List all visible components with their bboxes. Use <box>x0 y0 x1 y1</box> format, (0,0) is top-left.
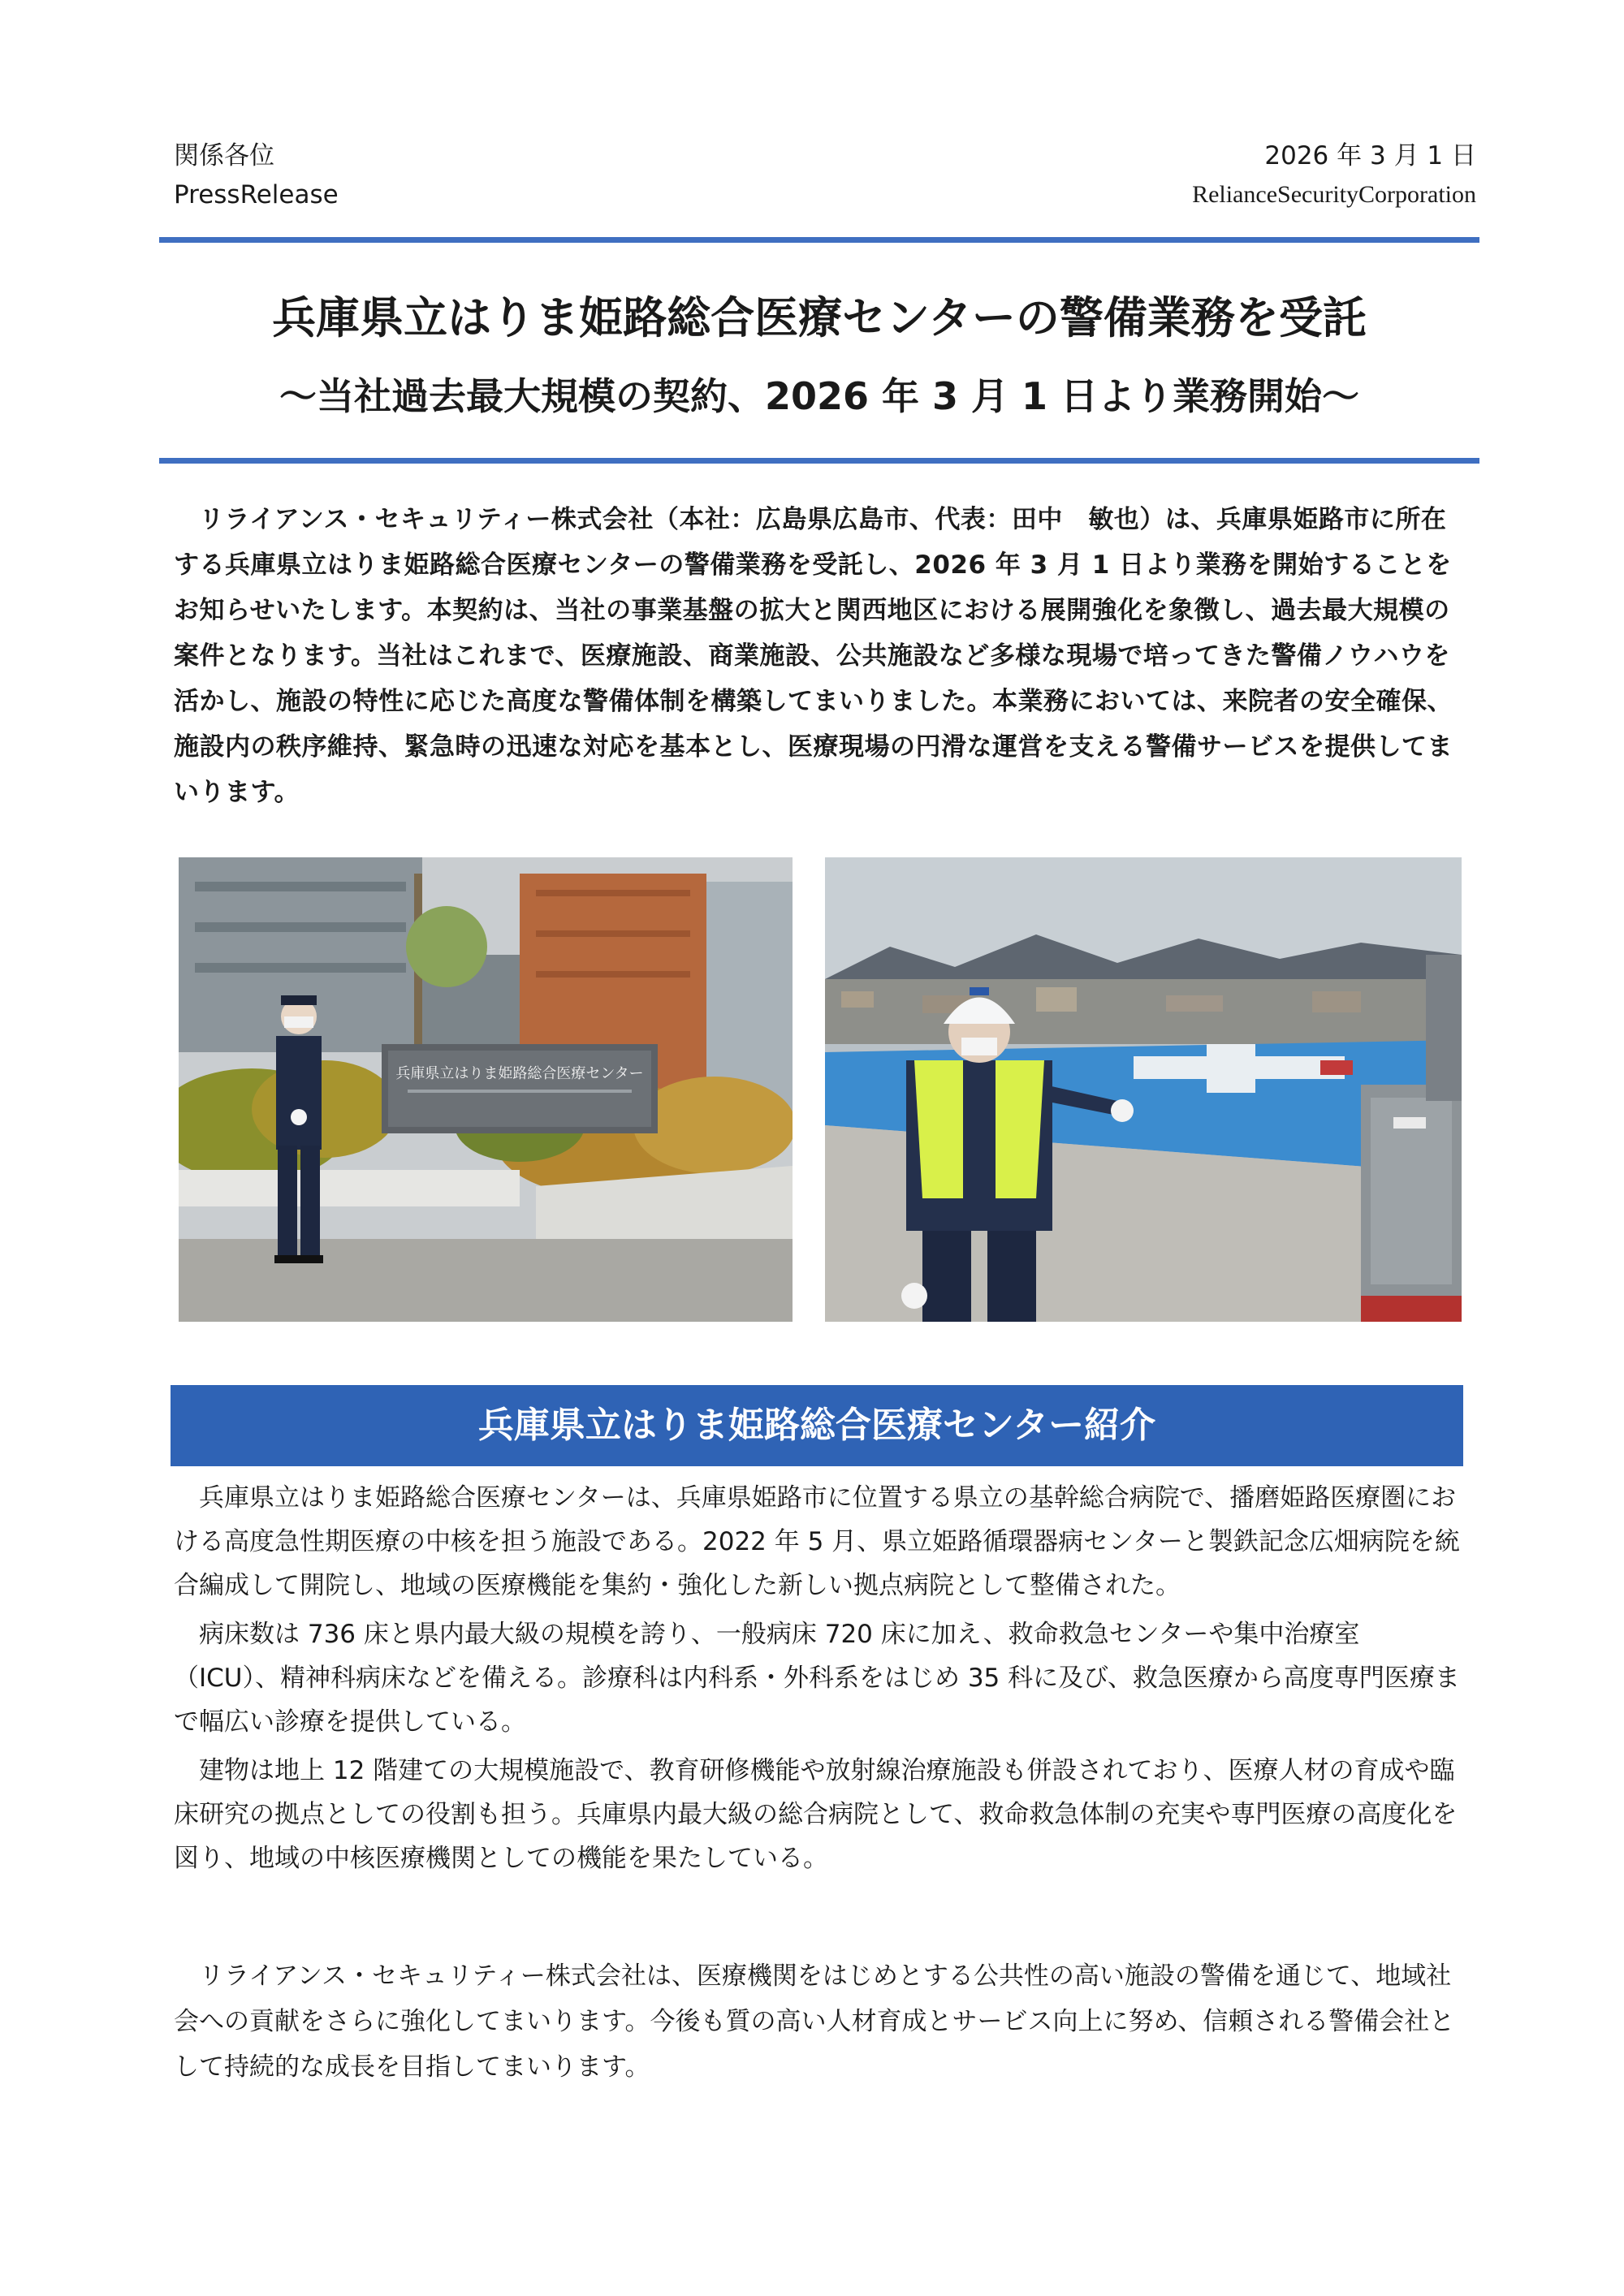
photo-helipad-guard <box>825 857 1462 1322</box>
company-name: RelianceSecurityCorporation <box>1192 181 1476 208</box>
closing-paragraph: リライアンス・セキュリティー株式会社は、医療機関をはじめとする公共性の高い施設の警備を通じて、地域社会への貢献をさらに強化してまいります。今後も質の高い人材育成とサービス向上に努め、信頼される警備会社として持続的な成長を目指してまいります。 <box>174 1962 1455 2082</box>
recipient-label: 関係各位 <box>174 141 274 170</box>
header-right <box>1192 136 1476 214</box>
doc-type-label: PressRelease <box>174 180 339 209</box>
header-left <box>174 136 339 214</box>
hospital-intro <box>174 1476 1465 1880</box>
hospital-entrance-image <box>179 857 793 1322</box>
intro-paragraph: 兵庫県立はりま姫路総合医療センターは、兵庫県姫路市に位置する県立の基幹総合病院で、播磨姫路医療圏における高度急性期医療の中核を担う施設である。2022 年 5 月、県立姫路循環器病センターと製鉄記念広畑病院を統合編成して開院し、地域の医療機能を集約・強化した新しい拠点病院として整備された。 <box>174 1483 1460 1600</box>
top-divider <box>159 237 1479 243</box>
page-title: 兵庫県立はりま姫路総合医療センターの警備業務を受託 <box>272 292 1367 343</box>
page-subtitle: ～当社過去最大規模の契約、2026 年 3 月 1 日より業務開始～ <box>279 374 1360 418</box>
helipad-guard-image <box>825 857 1462 1322</box>
title-divider <box>159 458 1479 464</box>
photo-hospital-entrance <box>179 857 793 1322</box>
hospital-sign-text: 兵庫県立はりま姫路総合医療センター <box>395 1065 644 1082</box>
release-date: 2026 年 3 月 1 日 <box>1264 141 1476 170</box>
lead-paragraph: リライアンス・セキュリティー株式会社（本社：広島県広島市、代表：田中 敏也）は、兵庫県姫路市に所在する兵庫県立はりま姫路総合医療センターの警備業務を受託し、2026 年 3 月 1 日より業務を開始することをお知らせいたします。本契約は、当社の事業基盤の拡大と関西地区における展開強化を象徴し、過去最大規模の案件となります。当社はこれまで、医療施設、商業施設、公共施設など多様な現場で培ってきた警備ノウハウを活かし、施設の特性に応じた高度な警備体制を構築してまいりました。本業務においては、来院者の安全確保、施設内の秩序維持、緊急時の迅速な対応を基本とし、医療現場の円滑な運営を支える警備サービスを提供してまいります。 <box>174 505 1453 807</box>
intro-paragraph: 病床数は 736 床と県内最大級の規模を誇り、一般病床 720 床に加え、救命救急センターや集中治療室（ICU）、精神科病床などを備える。診療科は内科系・外科系をはじめ 35 科に及び、救急医療から高度専門医療まで幅広い診療を提供している。 <box>174 1620 1460 1737</box>
section-heading-band: 兵庫県立はりま姫路総合医療センター紹介 <box>171 1385 1463 1466</box>
intro-paragraph: 建物は地上 12 階建ての大規模施設で、教育研修機能や放射線治療施設も併設されており、医療人材の育成や臨床研究の拠点としての役割も担う。兵庫県内最大級の総合病院として、救命救急体制の充実や専門医療の高度化を図り、地域の中核医療機関としての機能を果たしている。 <box>174 1756 1458 1873</box>
